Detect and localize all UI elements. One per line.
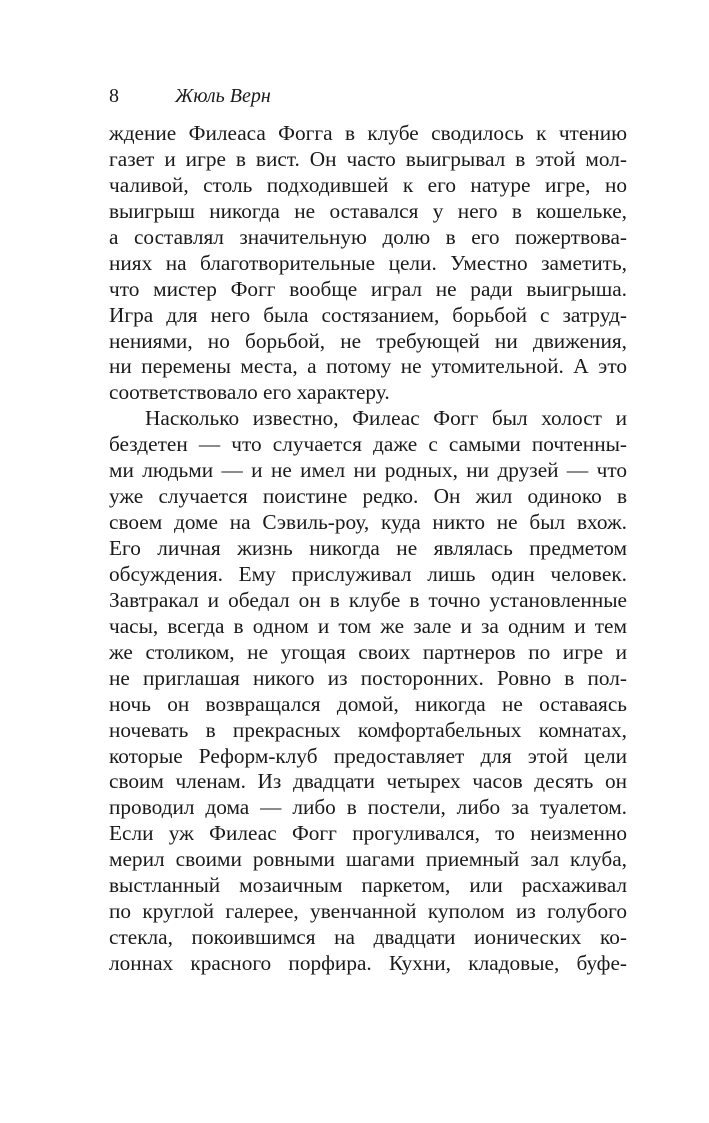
text-line: ждение Филеаса Фогга в клубе сводилось к чтению <box>109 121 627 145</box>
text-line: часы, всегда в одном и том же зале и за одним и тем <box>109 613 627 638</box>
text-line: газет и игре в вист. Он часто выигрывал в этой мол- <box>109 146 627 171</box>
text-line: уже случается поистине редко. Он жил одиноко в <box>109 484 627 509</box>
text-line: мерил своими ровными шагами приемный зал клуба, <box>109 847 627 872</box>
text-line: ми людьми — и не имел ни родных, ни друзей — что <box>109 458 627 483</box>
paragraph-first-line: Насколько известно, Филеас Фогг был холост и <box>145 406 627 431</box>
text-line: лоннах красного порфира. Кухни, кладовые, буфе- <box>109 951 627 975</box>
text-line: которые Реформ-клуб предоставляет для этой цели <box>109 743 627 768</box>
text-line: ниях на благотворительные цели. Уместно заметить, <box>109 250 627 275</box>
text-line: Игра для него была состязанием, борьбой с затруд- <box>109 302 627 327</box>
text-line: своим членам. Из двадцати четырех часов десять он <box>109 769 627 794</box>
book-author: Жюль Верн <box>175 85 271 107</box>
page-number: 8 <box>109 85 119 107</box>
text-line: своем доме на Сэвиль-роу, куда никто не был вхож. <box>109 510 627 535</box>
text-line: не приглашая никого из посторонних. Ровно в пол- <box>109 665 627 690</box>
text-line: выигрыш никогда не оставался у него в кошельке, <box>109 198 627 223</box>
text-line: ночевать в прекрасных комфортабельных комнатах, <box>109 717 627 742</box>
text-line: стекла, покоившимся на двадцати ионических ко- <box>109 925 627 950</box>
text-line: соответствовало его характеру. <box>109 380 390 405</box>
running-head <box>109 83 271 109</box>
text-line: чаливой, столь подходившей к его натуре игре, но <box>109 172 627 197</box>
text-line: что мистер Фогг вообще играл не ради выигрыша. <box>109 276 627 301</box>
text-line: бездетен — что случается даже с самыми почтенны- <box>109 432 627 457</box>
text-line: по круглой галерее, увенчанной куполом из голубого <box>109 899 627 924</box>
text-line: Если уж Филеас Фогг прогуливался, то неизменно <box>109 821 627 846</box>
text-line: же столиком, не угощая своих партнеров по игре и <box>109 639 627 664</box>
text-line: Его личная жизнь никогда не являлась предметом <box>109 536 627 560</box>
text-line: обсуждения. Ему прислуживал лишь один человек. <box>109 561 627 586</box>
text-line: Завтракал и обедал он в клубе в точно установленные <box>109 587 627 612</box>
text-line: нениями, но борьбой, не требующей ни движения, <box>109 328 627 353</box>
text-line: а составлял значительную долю в его пожертвова- <box>109 224 627 249</box>
text-line: ночь он возвращался домой, никогда не оставаясь <box>109 691 627 716</box>
text-line: ни перемены места, а потому не утомительной. А это <box>109 354 627 379</box>
text-line: выстланный мозаичным паркетом, или расхаживал <box>109 873 627 898</box>
text-line: проводил дома — либо в постели, либо за туалетом. <box>109 795 627 820</box>
body-text <box>109 121 627 977</box>
